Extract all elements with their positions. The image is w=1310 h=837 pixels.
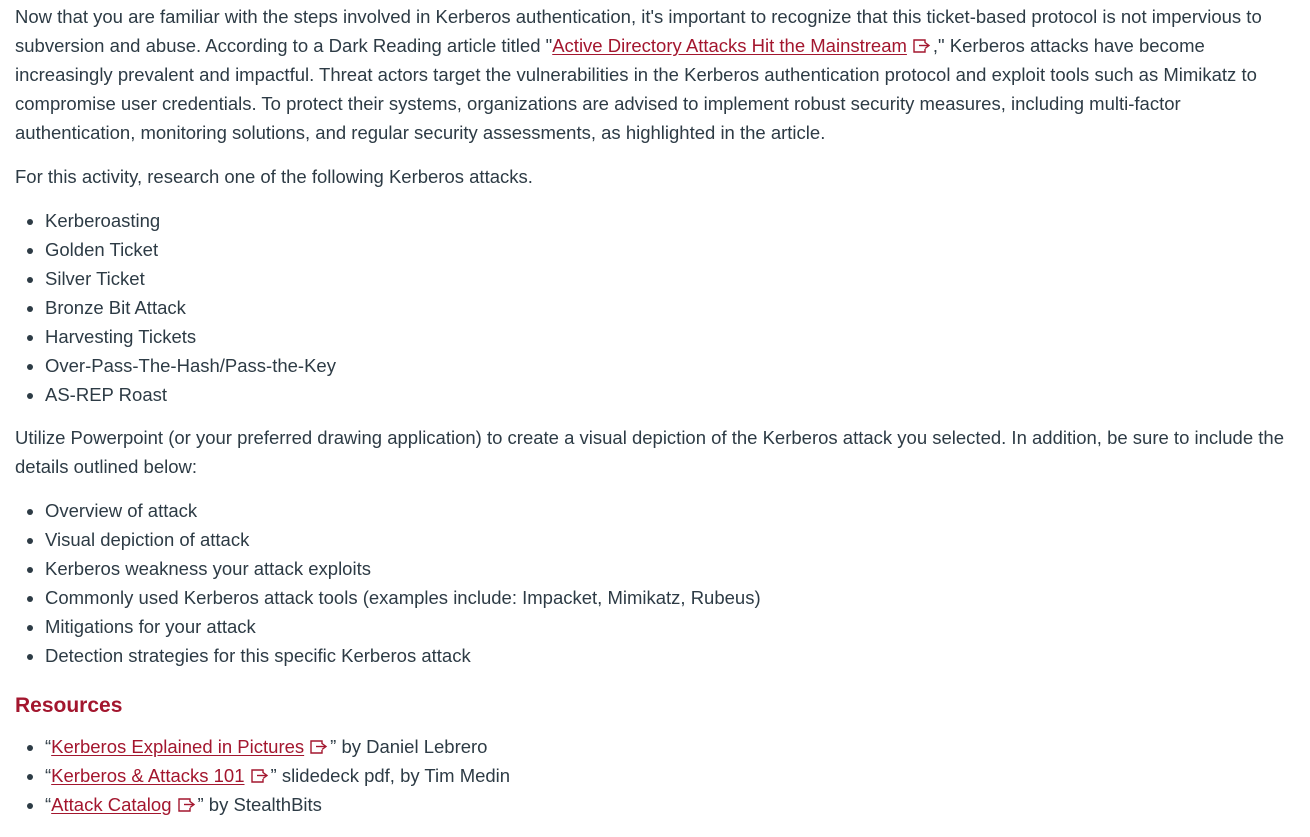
resource-suffix: ” by Daniel Lebrero bbox=[330, 736, 488, 757]
external-link-icon bbox=[309, 739, 329, 755]
open-quote: “ bbox=[45, 765, 52, 786]
instructions-paragraph: Utilize Powerpoint (or your preferred drawing application) to create a visual depiction of the Kerberos attack you selected. In addition, be sure to include the details outlined below: bbox=[15, 427, 1284, 477]
resources-heading: Resources bbox=[15, 694, 123, 717]
details-list bbox=[15, 496, 1300, 670]
attacks-list bbox=[15, 206, 1300, 409]
activity-intro: For this activity, research one of the following Kerberos attacks. bbox=[15, 166, 533, 187]
intro-text-after: ," Kerberos attacks have become increasingly prevalent and impactful. Threat actors target the vulnerabilities in the Kerberos authentication protocol and exploit tools such as Mimikatz to compromise user credentials. To protect their systems, organizations are advised to implement robust security measures, including multi-factor authentication, monitoring solutions, and regular security assessments, as highlighted in the article. bbox=[15, 35, 1257, 143]
list-item: • Over-Pass-The-Hash/Pass-the-Key bbox=[45, 351, 1300, 380]
kerberos-explained-link[interactable] bbox=[51, 736, 330, 757]
list-item: • Golden Ticket bbox=[45, 235, 1300, 264]
list-item: • AS-REP Roast bbox=[45, 380, 1300, 409]
list-item: • Visual depiction of attack bbox=[45, 525, 1300, 554]
external-link-icon bbox=[912, 38, 932, 54]
list-item: • Kerberos weakness your attack exploits bbox=[45, 554, 1300, 583]
external-link-icon bbox=[250, 768, 270, 784]
resource-suffix: ” by StealthBits bbox=[197, 794, 322, 815]
list-item: • Harvesting Tickets bbox=[45, 322, 1300, 351]
resource-item bbox=[45, 790, 1300, 819]
dark-reading-article-link-text: Active Directory Attacks Hit the Mainstream bbox=[552, 35, 907, 56]
intro-text-before: Now that you are familiar with the steps involved in Kerberos authentication, it's important to recognize that this ticket-based protocol is not impervious to subversion and abuse. According to a Dark Reading article titled " bbox=[15, 6, 1262, 56]
intro-paragraph bbox=[15, 2, 1300, 147]
dark-reading-article-link[interactable] bbox=[552, 35, 933, 56]
attack-catalog-link[interactable] bbox=[51, 794, 197, 815]
kerberos-attacks-101-link-text: Kerberos & Attacks 101 bbox=[51, 765, 245, 786]
open-quote: “ bbox=[45, 794, 52, 815]
resource-suffix: ” slidedeck pdf, by Tim Medin bbox=[270, 765, 511, 786]
list-item: • Mitigations for your attack bbox=[45, 612, 1300, 641]
external-link-icon bbox=[177, 797, 197, 813]
list-item: • Detection strategies for this specific Kerberos attack bbox=[45, 641, 1300, 670]
resources-list bbox=[15, 732, 1300, 819]
attack-catalog-link-text: Attack Catalog bbox=[51, 794, 172, 815]
resource-item bbox=[45, 761, 1300, 790]
list-item: • Commonly used Kerberos attack tools (examples include: Impacket, Mimikatz, Rubeus) bbox=[45, 583, 1300, 612]
resource-item bbox=[45, 732, 1300, 761]
open-quote: “ bbox=[45, 736, 52, 757]
list-item: • Overview of attack bbox=[45, 496, 1300, 525]
kerberos-attacks-101-link[interactable] bbox=[51, 765, 270, 786]
list-item: • Kerberoasting bbox=[45, 206, 1300, 235]
list-item: • Silver Ticket bbox=[45, 264, 1300, 293]
kerberos-explained-link-text: Kerberos Explained in Pictures bbox=[51, 736, 305, 757]
list-item: • Bronze Bit Attack bbox=[45, 293, 1300, 322]
